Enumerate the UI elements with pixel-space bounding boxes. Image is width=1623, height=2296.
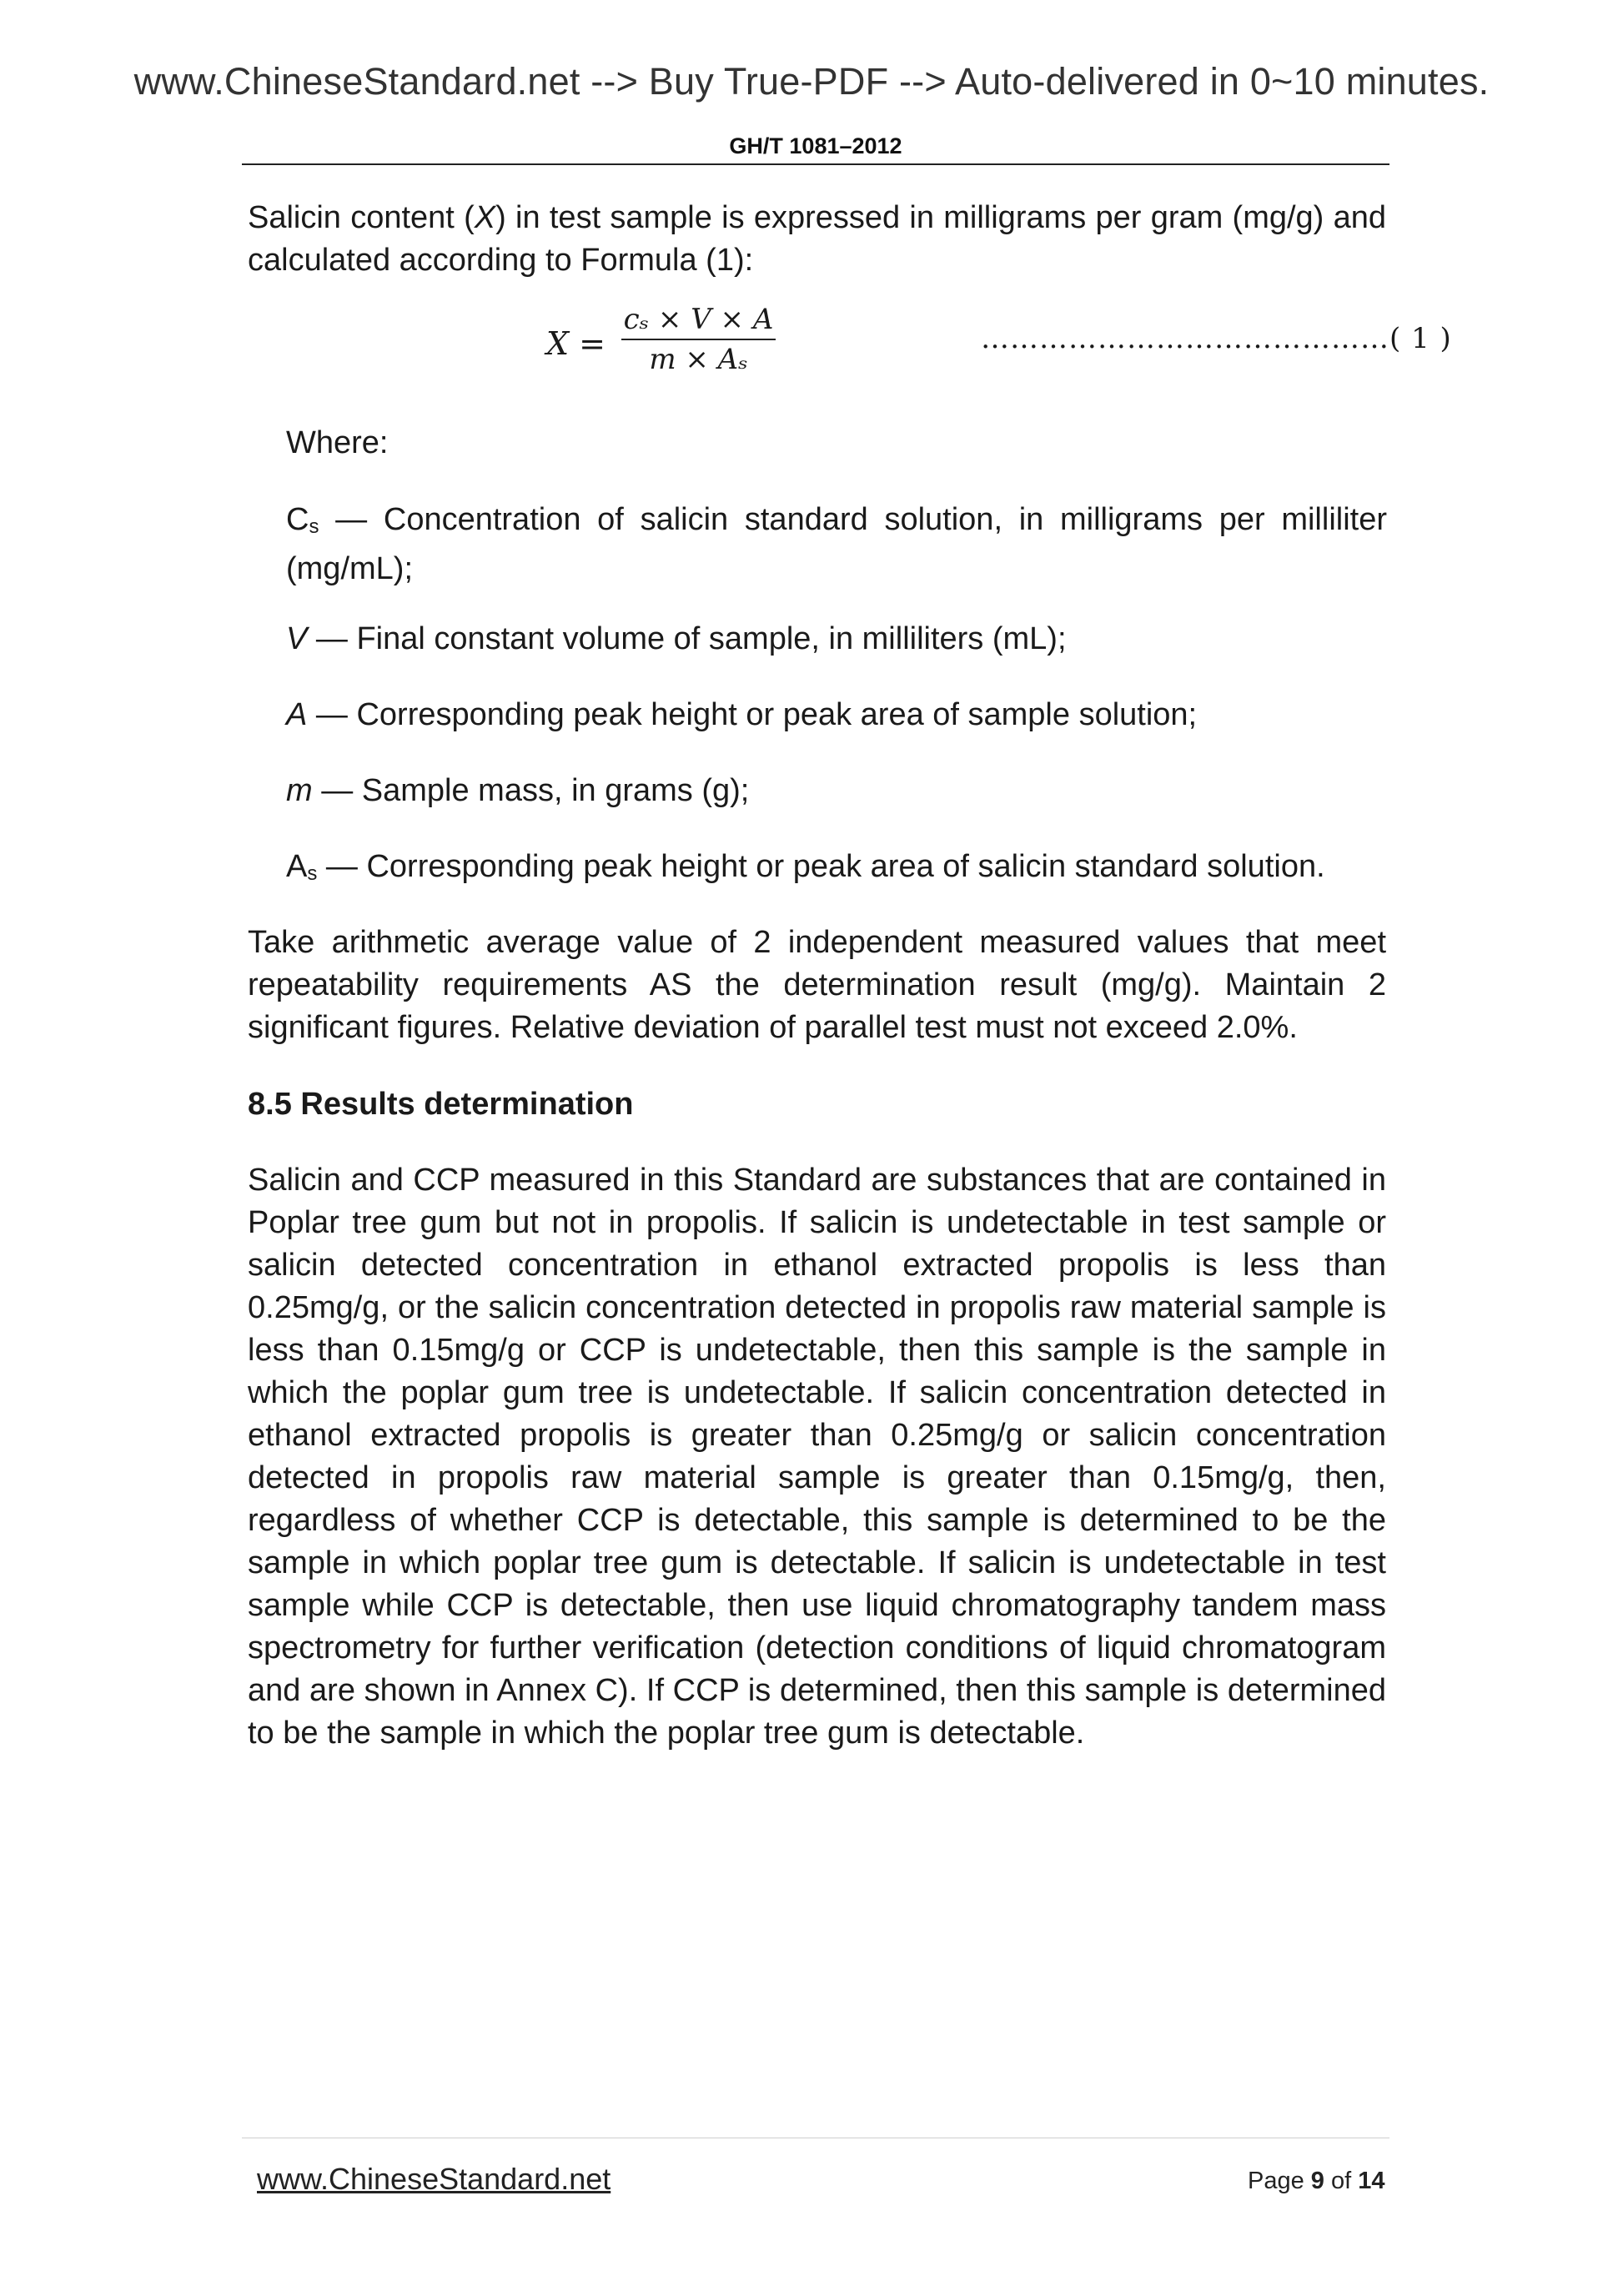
formula-number: ( 1 ) <box>1389 322 1452 355</box>
definition-v <box>286 618 1387 661</box>
intro-variable: X <box>474 200 496 235</box>
definition-m <box>286 770 1387 812</box>
definition-text: — Corresponding peak height or peak area of salicin standard solution. <box>317 849 1325 884</box>
definition-subscript: s <box>309 515 319 538</box>
formula-fraction <box>621 302 776 377</box>
page-prefix: Page <box>1248 2168 1311 2194</box>
intro-paragraph <box>248 197 1386 282</box>
header-divider <box>242 163 1389 165</box>
definition-text: — Sample mass, in grams (g); <box>312 773 750 808</box>
definition-symbol: A <box>286 697 308 732</box>
definition-as <box>286 846 1387 895</box>
fraction-bar <box>621 339 776 340</box>
where-label: Where: <box>286 425 389 460</box>
page-number <box>1248 2168 1385 2195</box>
page-total: 14 <box>1358 2168 1385 2194</box>
definition-symbol: A <box>286 849 308 884</box>
definition-symbol: m <box>286 773 313 808</box>
average-paragraph: Take arithmetic average value of 2 independent measured values that meet repeatability requirements AS the determination result (mg/g). Maintain 2 significant figures. Relative deviation of parallel test must not exceed 2.0%. <box>248 925 1386 1045</box>
results-paragraph: Salicin and CCP measured in this Standard are substances that are contained in Poplar tree gum but not in propolis. If salicin is undetectable in test sample or salicin detected concentration in ethanol extracted propolis is less than 0.25mg/g, or the salicin concentration detected in propolis raw material sample is less than 0.15mg/g or CCP is undetectable, then this sample is the sample in which the poplar gum tree is undetectable. If salicin concentration detected in ethanol extracted propolis is greater than 0.25mg/g or salicin concentration detected in propolis raw material sample is greater than 0.15mg/g, then, regardless of whether CCP is detectable, this sample is determined to be the sample in which poplar tree gum is detectable. If salicin is undetectable in test sample while CCP is detectable, then use liquid chromatography tandem mass spectrometry for further verification (detection conditions of liquid chromatogram and are shown in Annex C). If CCP is determined, then this sample is determined to be the sample in which the poplar tree gum is detectable. <box>248 1163 1386 1751</box>
definition-subscript: s <box>307 862 318 885</box>
definition-symbol: C <box>286 502 309 537</box>
page-of: of <box>1324 2168 1359 2194</box>
formula-numerator: cₛ × V × A <box>623 303 774 336</box>
definition-a <box>286 694 1387 736</box>
formula-number-leader <box>981 322 1452 355</box>
page-current: 9 <box>1310 2168 1324 2194</box>
formula-dots: …………………………………… <box>981 322 1389 355</box>
definition-cs <box>286 499 1387 590</box>
definition-symbol: V <box>286 621 308 656</box>
intro-text-2: ) in test sample is expressed in milligrams per gram (mg/g) and calculated according to Formula (1): <box>248 200 1386 278</box>
definition-text: — Final constant volume of sample, in milliliters (mL); <box>307 621 1067 656</box>
salicin-formula <box>542 302 792 394</box>
definition-text: — Corresponding peak height or peak area of sample solution; <box>307 697 1198 732</box>
top-banner[interactable]: www.ChineseStandard.net --> Buy True-PDF --> Auto-delivered in 0~10 minutes. <box>133 60 1490 103</box>
standard-code: GH/T 1081–2012 <box>729 133 902 158</box>
formula-lhs: X = <box>546 325 605 362</box>
section-heading: 8.5 Results determination <box>248 1087 634 1122</box>
intro-text-1: Salicin content ( <box>248 200 475 235</box>
footer-website-link[interactable]: www.ChineseStandard.net <box>257 2162 611 2196</box>
formula-denominator: m × Aₛ <box>649 343 748 376</box>
definition-text: — Concentration of salicin standard solution, in milligrams per milliliter (mg/mL); <box>286 502 1387 586</box>
